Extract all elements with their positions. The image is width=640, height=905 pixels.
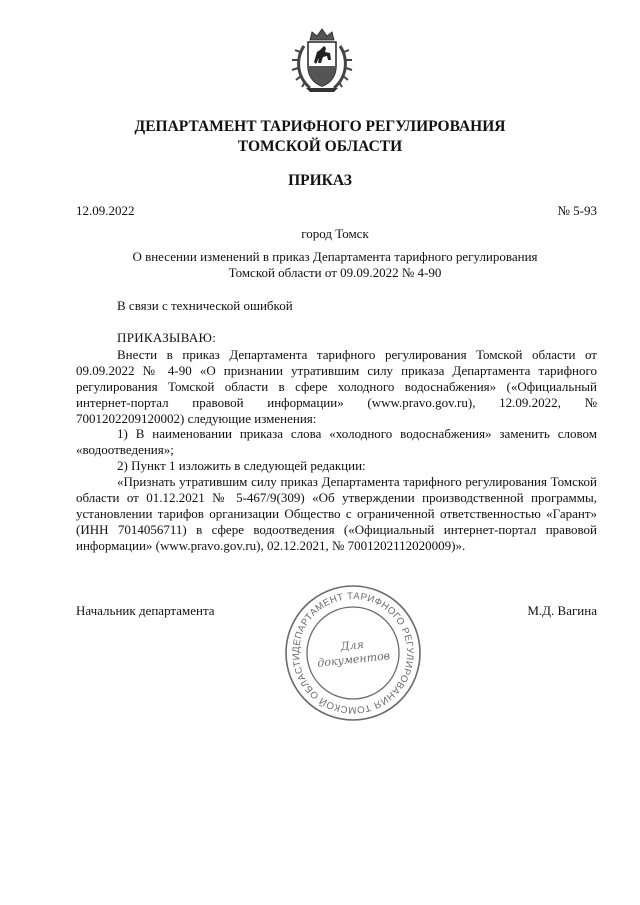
- stamp-ring-text: ДЕПАРТАМЕНТ ТАРИФНОГО РЕГУЛИРОВАНИЯ ТОМСКОЙ ОБЛАСТИ: [290, 590, 416, 716]
- body-paragraph: Внести в приказ Департамента тарифного регулирования Томской области от 09.09.2022 № 4-90 «О признании утратившим силу приказа Департамента тарифного регулирования Томской области в сфере холодного водоснабжения» («Официальный интернет-портал правовой информации» (www.pravo.gov.ru), 12.09.2022, № 7001202209120002) следующие изменения:: [76, 346, 597, 426]
- stamp-center-line2: документов: [316, 649, 391, 670]
- subject-line1: О внесении изменений в приказ Департамента тарифного регулирования: [132, 249, 538, 264]
- document-subject: [90, 249, 580, 281]
- body-paragraph: «Признать утратившим силу приказ Департамента тарифного регулирования Томской области от 01.12.2021 № 5-467/9(309) «Об утверждении производственной программы, установлении тарифов организации Общество с ограниченной ответственностью «Гарант» (ИНН 7014056711) в сфере водоотведения («Официальный интернет-портал правовой информации» (www.pravo.gov.ru), 02.12.2021, № 7001202112020009)».: [76, 474, 597, 553]
- document-city: город Томск: [301, 226, 369, 241]
- decree-heading: ПРИКАЗЫВАЮ:: [117, 330, 217, 345]
- stamp-center-line1: Для: [339, 637, 365, 654]
- signatory-position: Начальник департамента: [76, 603, 215, 618]
- tomsk-coat-of-arms-icon: [290, 26, 354, 94]
- document-date: 12.09.2022: [76, 203, 135, 218]
- reason-text: В связи с технической ошибкой: [117, 298, 293, 313]
- official-stamp: [282, 582, 424, 724]
- signatory-name: М.Д. Вагина: [527, 603, 597, 618]
- document-type: ПРИКАЗ: [288, 172, 352, 189]
- document-body: [76, 330, 597, 554]
- body-paragraph: 1) В наименовании приказа слова «холодного водоснабжения» заменить словом «водоотведения»;: [76, 426, 597, 458]
- body-paragraph: 2) Пункт 1 изложить в следующей редакции:: [117, 458, 366, 474]
- subject-line2: Томской области от 09.09.2022 № 4-90: [228, 265, 442, 280]
- department-name: [0, 117, 640, 157]
- document-number: № 5-93: [557, 203, 597, 218]
- department-name-line1: ДЕПАРТАМЕНТ ТАРИФНОГО РЕГУЛИРОВАНИЯ: [134, 118, 506, 135]
- department-name-line2: ТОМСКОЙ ОБЛАСТИ: [237, 138, 403, 155]
